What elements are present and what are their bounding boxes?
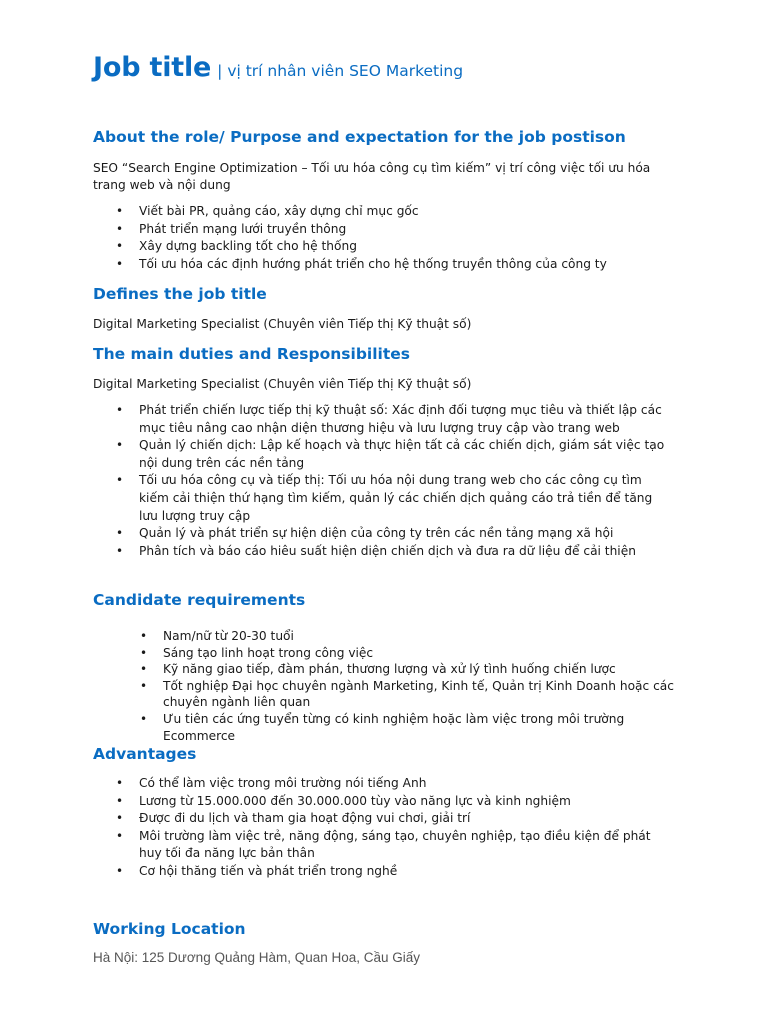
title-row [93, 52, 463, 83]
duties-text: Digital Marketing Specialist (Chuyên viên Tiếp thị Kỹ thuật số) [93, 377, 472, 391]
location-heading: Working Location [93, 920, 246, 938]
list-item: • Phân tích và báo cáo hiêu suất hiện diện chiến dịch và đưa ra dữ liệu để cải thiện [139, 543, 669, 561]
page-subtitle: | vị trí nhân viên SEO Marketing [217, 62, 464, 80]
list-item: • Xây dựng backling tốt cho hệ thống [139, 238, 669, 256]
list-item: • Lương từ 15.000.000 đến 30.000.000 tùy vào năng lực và kinh nghiệm [139, 793, 669, 811]
list-item: • Được đi du lịch và tham gia hoạt động vui chơi, giải trí [139, 810, 669, 828]
defines-heading: Defines the job title [93, 285, 267, 303]
location-text: Hà Nội: 125 Dương Quảng Hàm, Quan Hoa, Cầu Giấy [93, 950, 421, 965]
candidate-list [163, 628, 683, 744]
about-intro: SEO “Search Engine Optimization – Tối ưu hóa công cụ tìm kiếm” vị trí công việc tối ưu hóa trang web và nội dung [93, 161, 651, 192]
list-item: • Viết bài PR, quảng cáo, xây dựng chỉ mục gốc [139, 203, 669, 221]
duties-list [139, 402, 669, 560]
advantages-heading: Advantages [93, 745, 197, 763]
list-item: • Phát triển chiến lược tiếp thị kỹ thuật số: Xác định đối tượng mục tiêu và thiết lập các mục tiêu nâng cao nhận diện thương hiệu và lưu lượng truy cập vào trang web [139, 402, 669, 437]
about-heading: About the role/ Purpose and expectation for the job postison [93, 128, 626, 146]
list-item: • Môi trường làm việc trẻ, năng động, sáng tạo, chuyên nghiệp, tạo điều kiện để phát huy tối đa năng lực bản thân [139, 828, 669, 863]
list-item: • Kỹ năng giao tiếp, đàm phán, thương lượng và xử lý tình huống chiến lược [163, 661, 683, 678]
list-item: • Sáng tạo linh hoạt trong công việc [163, 645, 683, 662]
candidate-heading: Candidate requirements [93, 591, 306, 609]
list-item: • Tốt nghiệp Đại học chuyên ngành Marketing, Kinh tế, Quản trị Kinh Doanh hoặc các chuyên ngành liên quan [163, 678, 683, 711]
defines-text: Digital Marketing Specialist (Chuyên viên Tiếp thị Kỹ thuật số) [93, 317, 472, 331]
list-item: • Có thể làm việc trong môi trường nói tiếng Anh [139, 775, 669, 793]
page-title: Job title [93, 52, 212, 83]
list-item: • Nam/nữ từ 20-30 tuổi [163, 628, 683, 645]
list-item: • Phát triển mạng lưới truyền thông [139, 221, 669, 239]
list-item: • Ưu tiên các ứng tuyển từng có kinh nghiệm hoặc làm việc trong môi trường Ecommerce [163, 711, 683, 744]
list-item: • Cơ hội thăng tiến và phát triển trong nghề [139, 863, 669, 881]
list-item: • Tối ưu hóa công cụ và tiếp thị: Tối ưu hóa nội dung trang web cho các công cụ tìm kiếm cải thiện thứ hạng tìm kiếm, quản lý các chiến dịch quảng cáo trả tiền để tăng lưu lượng truy cập [139, 472, 669, 525]
list-item: • Quản lý và phát triển sự hiện diện của công ty trên các nền tảng mạng xã hội [139, 525, 669, 543]
advantages-list [139, 775, 669, 881]
list-item: • Quản lý chiến dịch: Lập kế hoạch và thực hiện tất cả các chiến dịch, giám sát việc tạo nội dung trên các nền tảng [139, 437, 669, 472]
list-item: • Tối ưu hóa các định hướng phát triển cho hệ thống truyền thông của công ty [139, 256, 669, 274]
about-list [139, 203, 669, 273]
duties-heading: The main duties and Responsibilites [93, 345, 411, 363]
